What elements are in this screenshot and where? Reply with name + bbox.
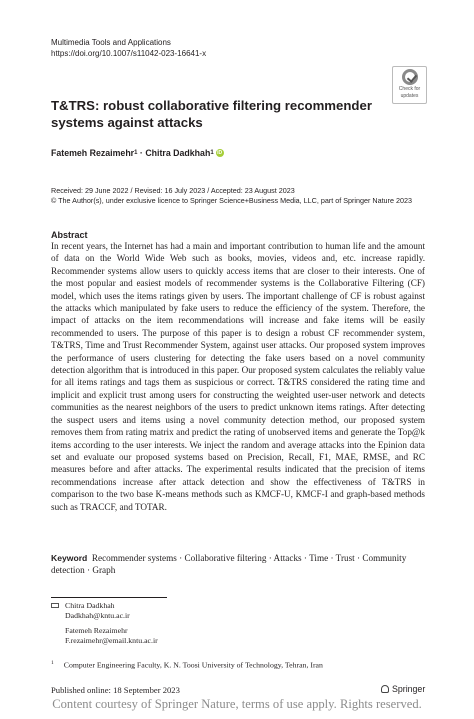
keywords-label: Keyword [51, 553, 88, 563]
history-dates: Received: 29 June 2022 / Revised: 16 July 2023 / Accepted: 23 August 2023 [51, 186, 295, 195]
doi-link[interactable]: https://doi.org/10.1007/s11042-023-16641-x [51, 49, 207, 58]
affiliation-footnote [51, 658, 323, 671]
author-name[interactable]: Chitra Dadkhah [145, 148, 211, 158]
envelope-icon [51, 603, 59, 608]
author-list [51, 148, 224, 158]
copyright-line: © The Author(s), under exclusive licence to Springer Science+Business Media, LLC, part of Springer Nature 2023 [51, 196, 412, 205]
badge-line2: updates [400, 93, 419, 99]
affiliation-text: Computer Engineering Faculty, K. N. Toosi University of Technology, Tehran, Iran [63, 660, 323, 670]
keywords-list: Recommender systems · Collaborative filtering · Attacks · Time · Trust · Community detection · Graph [51, 553, 407, 576]
correspondence-entry [65, 626, 158, 645]
correspondence-entry [65, 601, 158, 620]
badge-line1: Check for [398, 86, 421, 92]
co-author-name: Fatemeh Rezaimehr [65, 626, 128, 636]
author-separator: · [139, 148, 143, 158]
courtesy-watermark: Content courtesy of Springer Nature, terms of use apply. Rights reserved. [52, 697, 422, 711]
journal-header [51, 37, 206, 59]
abstract-heading: Abstract [51, 230, 88, 240]
footnote-rule [51, 597, 167, 598]
check-for-updates-badge[interactable] [392, 66, 427, 104]
affiliation-marker: 1 [210, 150, 214, 156]
corresponding-author-name: Chitra Dadkhah [65, 601, 115, 610]
affiliation-marker: 1 [134, 150, 138, 156]
email-link[interactable]: Dadkhah@kntu.ac.ir [65, 610, 130, 620]
author-name[interactable]: Fatemeh Rezaimehr [51, 148, 135, 158]
springer-logo [381, 684, 425, 694]
email-link[interactable]: F.rezaimehr@email.kntu.ac.ir [65, 635, 158, 645]
paper-title: T&TRS: robust collaborative filtering recommender systems against attacks [51, 98, 372, 130]
journal-name: Multimedia Tools and Applications [51, 38, 171, 47]
abstract-text: In recent years, the Internet has had a main and important contribution to human life and the amount of data on the World Wide Web such as books, movies, videos and, etc. increase rapidly. Recommender systems allow users to quickly access items that are closer to their interests. One of the most popular and easiest models of recommender systems is the Collaborative Filtering (CF) model, which uses the items ratings given by users. The important challenge of CF is robust against the attacks which manipulated by fake users to reduce the efficiency of the system. Therefore, the impact of attacks on the item recommendations will increase and fake items will be easily recommended to users. The purpose of this paper is to design a robust CF recommender system, T&TRS, Time and Trust Recommender System, against user attacks. Our proposed system improves the performance of users clustering for detecting the fake users based on a novel community detection algorithm that is introduced in this paper. Our proposed system calculates the reliably value for all items ratings and tags them as suspicious or correct. T&TRS considered the rating time and implicit and explicit trust among users for constructing the weighted user-user network and detects communities as the nearest neighbors of the users to predict unknown items ratings. After detecting the suspect users and items using a novel community detection method, our proposed system removes them from rating matrix and predict the rating of unobserved items and generate the Top@k items according to the user interests. We inject the random and average attacks into the Epinion data set and evaluate our proposed systems based on Precision, Recall, F1, MAE, RMSE, and RC measures before and after attacks. The experimental results indicated that the precision of items recommendations increase after attack detection and show the effectiveness of T&TRS in comparison to the two base K-means methods such as KMCF-U, KMCF-I and graph-based methods such as TRACCF, and TOTAR. [51, 241, 425, 512]
springer-horse-icon [381, 685, 389, 693]
keywords-section [51, 552, 425, 577]
orcid-icon[interactable]: iD [217, 150, 223, 156]
check-for-updates-icon [402, 69, 418, 85]
correspondence-block [51, 601, 158, 645]
affiliation-number: 1 [51, 660, 54, 666]
article-history [51, 186, 412, 206]
published-date: Published online: 18 September 2023 [51, 685, 180, 695]
publisher-name: Springer [392, 684, 426, 694]
